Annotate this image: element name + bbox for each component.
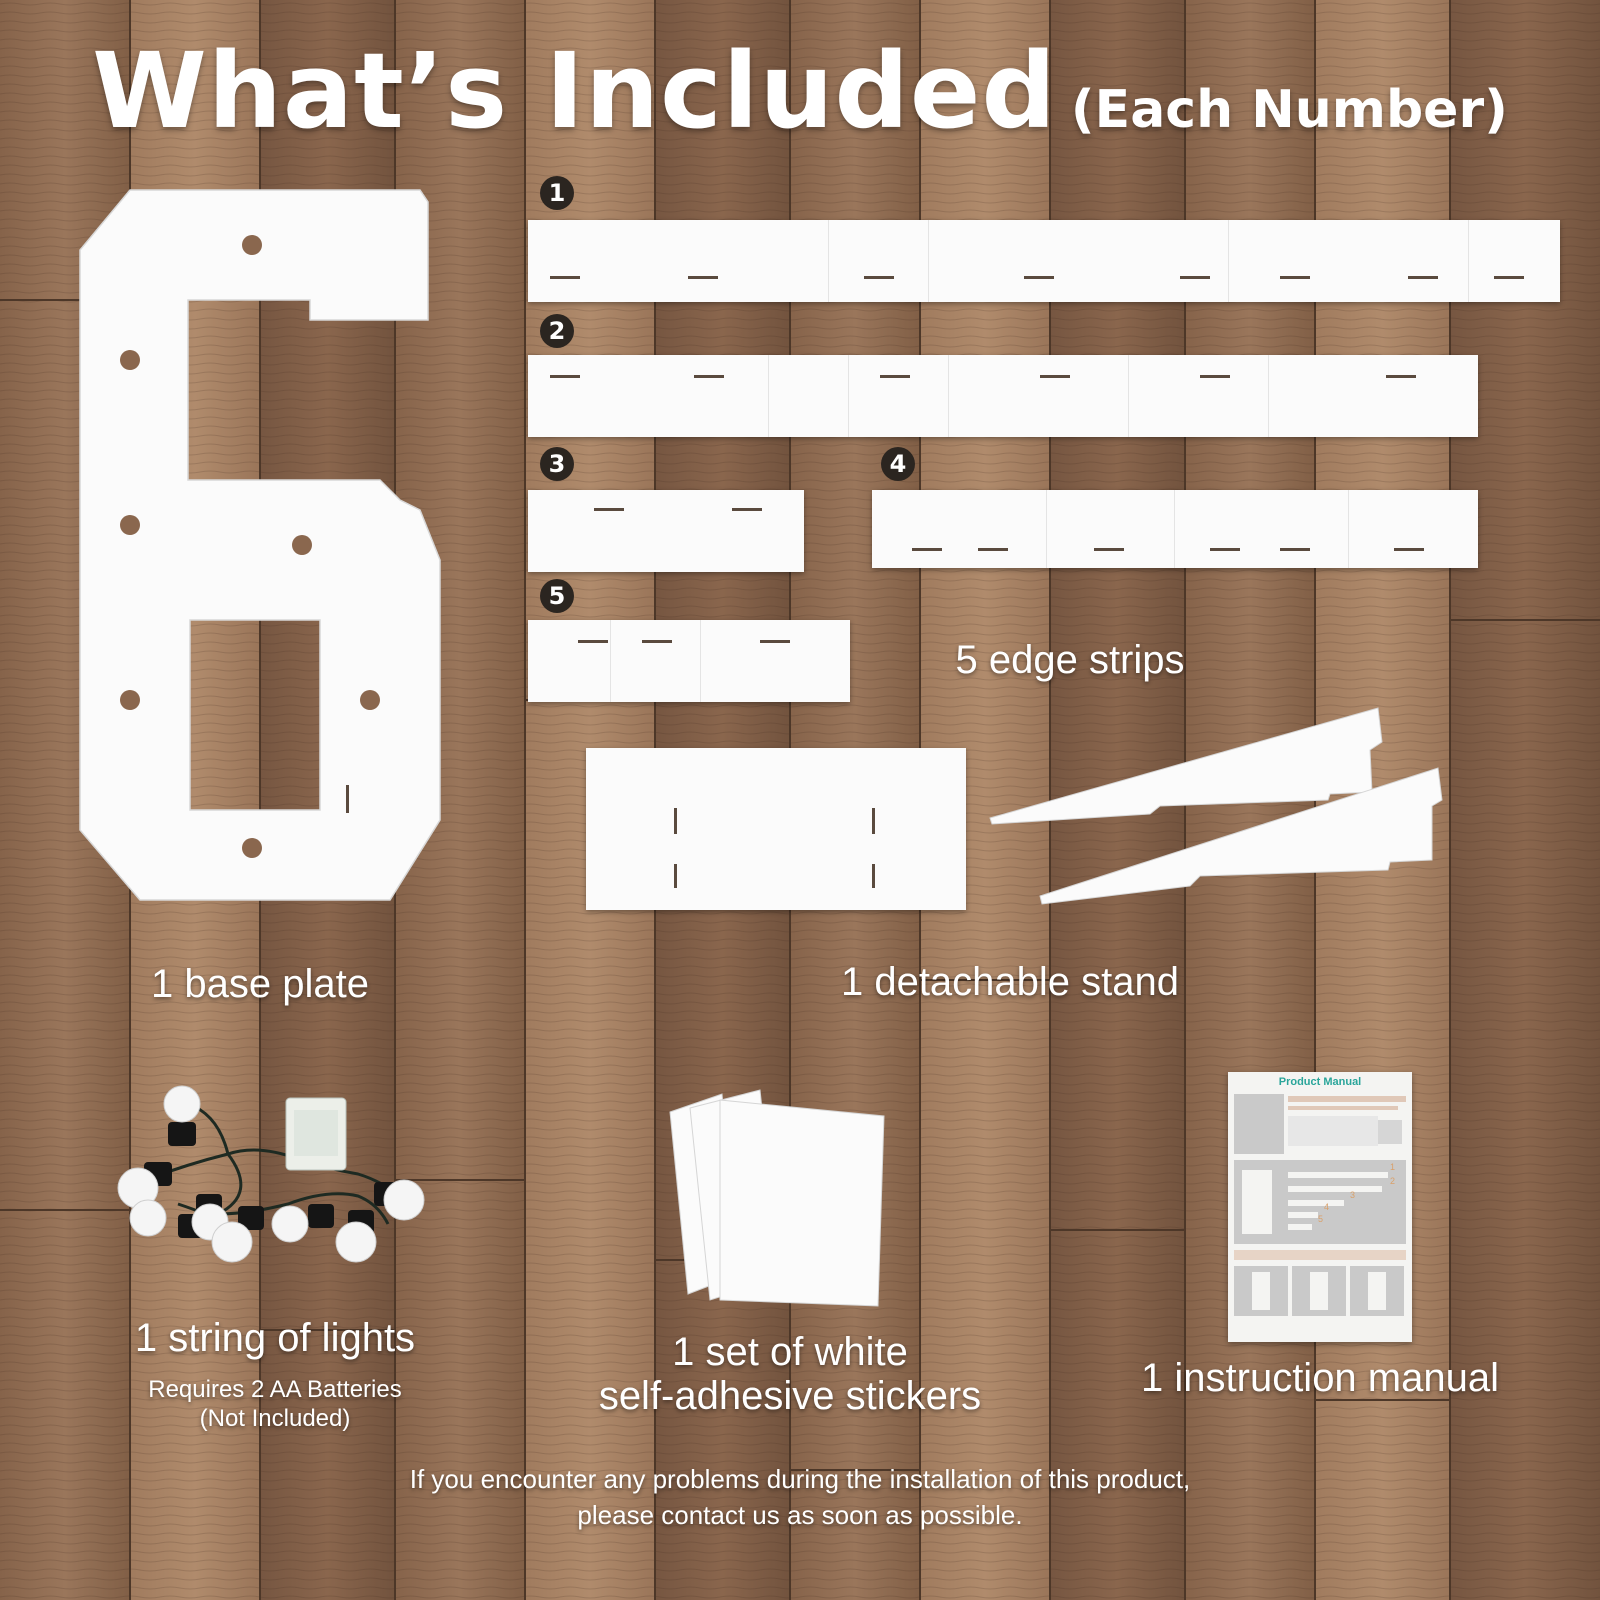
manual-legend-4: 4 [1324, 1202, 1330, 1212]
footer-line2: please contact us as soon as possible. [577, 1500, 1023, 1530]
strip-badge-1: 1 [540, 176, 574, 210]
caption-lights: 1 string of lights [134, 1316, 416, 1360]
caption-batteries-line1: Requires 2 AA Batteries [148, 1376, 402, 1403]
strip-badge-2: 2 [540, 314, 574, 348]
edge-strip-1 [528, 220, 1560, 302]
manual-legend-3: 3 [1350, 1190, 1356, 1200]
manual-legend-2: 2 [1390, 1176, 1396, 1186]
title-suffix: (Each Number) [1070, 80, 1508, 140]
page-title [0, 30, 1600, 152]
strip-badge-5: 5 [540, 579, 574, 613]
title-main: What’s Included [92, 30, 1057, 152]
caption-base-plate: 1 base plate [151, 962, 369, 1006]
caption-batteries-line2: (Not Included) [199, 1405, 351, 1432]
caption-manual: 1 instruction manual [1141, 1356, 1499, 1400]
stand-support-wedges [980, 700, 1450, 920]
strip-badge-3: 3 [540, 447, 574, 481]
caption-stand: 1 detachable stand [840, 960, 1180, 1004]
caption-stickers-line2: self-adhesive stickers [598, 1374, 982, 1418]
edge-strip-5 [528, 620, 850, 702]
base-plate-six-shape [60, 180, 460, 920]
edge-strip-4 [872, 490, 1478, 568]
edge-strip-3 [528, 490, 804, 572]
edge-strip-2 [528, 355, 1478, 437]
string-of-lights-image [108, 1084, 428, 1284]
manual-legend-5: 5 [1318, 1214, 1324, 1224]
strip-badge-4: 4 [881, 447, 915, 481]
caption-edge-strips: 5 edge strips [955, 638, 1185, 682]
manual-legend-1: 1 [1390, 1162, 1396, 1172]
instruction-manual-image [1228, 1072, 1412, 1342]
manual-heading: Product Manual [1278, 1076, 1362, 1088]
stand-base-panel [586, 748, 966, 910]
footer-line1: If you encounter any problems during the installation of this product, [409, 1464, 1191, 1494]
caption-stickers-line1: 1 set of white [672, 1330, 908, 1374]
sticker-sheets-image [660, 1088, 920, 1314]
